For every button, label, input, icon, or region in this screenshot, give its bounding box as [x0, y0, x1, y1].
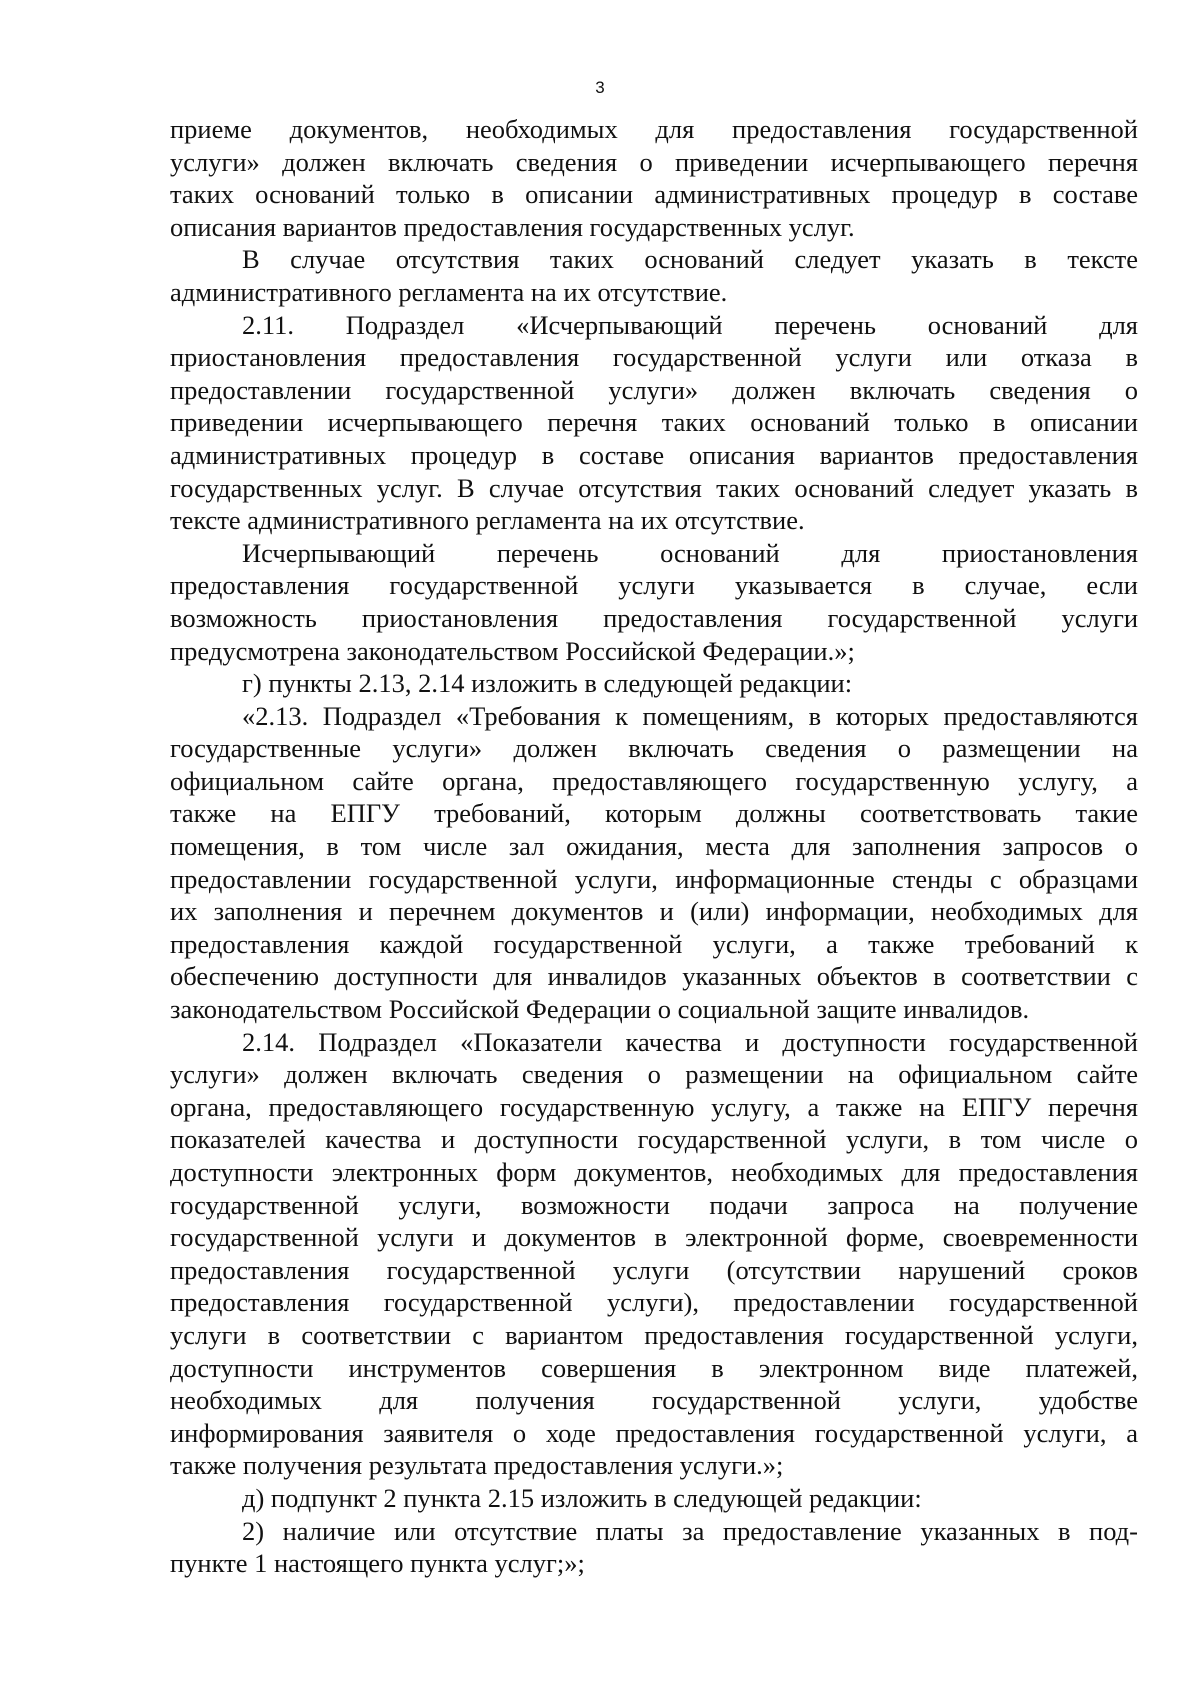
text-line: помещения, в том числе зал ожидания, места для заполнения запросов о	[170, 831, 1138, 862]
text-line: также получения результата предоставления услуги.»;	[170, 1450, 784, 1481]
paragraph-p7	[170, 1026, 1138, 1482]
paragraph-p5	[170, 667, 1138, 700]
text-line: услуги» должен включать сведения о размещении на официальном сайте	[170, 1059, 1138, 1090]
text-line: административного регламента на их отсутствие.	[170, 276, 728, 307]
text-line: 2.14. Подраздел «Показатели качества и доступности государственной	[242, 1026, 1138, 1057]
paragraph-p2	[170, 243, 1138, 308]
text-line: государственной услуги и документов в электронной форме, своевременности	[170, 1222, 1138, 1253]
text-line: государственные услуги» должен включать сведения о размещении на	[170, 733, 1138, 764]
paragraph-p8	[170, 1482, 1138, 1515]
text-line: 2.11. Подраздел «Исчерпывающий перечень оснований для	[242, 309, 1138, 340]
text-line: предоставления государственной услуги (отсутствии нарушений сроков	[170, 1254, 1138, 1285]
paragraph-p4	[170, 537, 1138, 667]
text-line: предоставления каждой государственной услуги, а также требований к	[170, 928, 1138, 959]
text-line: тексте административного регламента на их отсутствие.	[170, 505, 805, 536]
text-line: органа, предоставляющего государственную услугу, а также на ЕПГУ перечня	[170, 1091, 1138, 1122]
text-line: показателей качества и доступности государственной услуги, в том числе о	[170, 1124, 1138, 1155]
text-line: В случае отсутствия таких оснований следует указать в тексте	[242, 244, 1138, 275]
paragraph-p1	[170, 113, 1138, 243]
text-line: услуги» должен включать сведения о приведении исчерпывающего перечня	[170, 146, 1138, 177]
text-line: таких оснований только в описании административных процедур в составе	[170, 179, 1138, 210]
text-line: предоставлении государственной услуги» должен включать сведения о	[170, 374, 1138, 405]
paragraph-p6	[170, 700, 1138, 1026]
text-line: предоставлении государственной услуги, информационные стенды с образцами	[170, 863, 1138, 894]
text-line: услуги в соответствии с вариантом предоставления государственной услуги,	[170, 1319, 1138, 1350]
text-line: официальном сайте органа, предоставляющего государственную услугу, а	[170, 765, 1138, 796]
text-line: государственных услуг. В случае отсутствия таких оснований следует указать в	[170, 472, 1138, 503]
text-line: государственной услуги, возможности подачи запроса на получение	[170, 1189, 1138, 1220]
text-line: предусмотрена законодательством Российской Федерации.»;	[170, 635, 855, 666]
text-line: их заполнения и перечнем документов и (или) информации, необходимых для	[170, 896, 1138, 927]
text-line: описания вариантов предоставления государственных услуг.	[170, 211, 855, 242]
paragraph-p9	[170, 1515, 1138, 1580]
text-line: административных процедур в составе описания вариантов предоставления	[170, 439, 1138, 470]
text-line: пункте 1 настоящего пункта услуг;»;	[170, 1548, 585, 1579]
text-line: необходимых для получения государственной услуги, удобстве	[170, 1385, 1138, 1416]
text-line: обеспечению доступности для инвалидов указанных объектов в соответствии с	[170, 961, 1138, 992]
text-line: приеме документов, необходимых для предоставления государственной	[170, 114, 1138, 144]
text-line: также на ЕПГУ требований, которым должны соответствовать такие	[170, 798, 1138, 829]
text-line: г) пункты 2.13, 2.14 изложить в следующей редакции:	[242, 668, 853, 699]
text-line: предоставления государственной услуги), предоставлении государственной	[170, 1287, 1138, 1318]
text-line: приведении исчерпывающего перечня таких оснований только в описании	[170, 407, 1138, 438]
text-line: возможность приостановления предоставления государственной услуги	[170, 602, 1138, 633]
page-number: 3	[595, 78, 605, 97]
text-line: Исчерпывающий перечень оснований для приостановления	[242, 537, 1138, 568]
text-line: приостановления предоставления государственной услуги или отказа в	[170, 342, 1138, 373]
text-line: доступности электронных форм документов, необходимых для предоставления	[170, 1157, 1138, 1187]
text-line: доступности инструментов совершения в электронном виде платежей,	[170, 1352, 1138, 1383]
text-line: законодательством Российской Федерации о социальной защите инвалидов.	[170, 994, 1030, 1025]
text-line: предоставления государственной услуги указывается в случае, если	[170, 570, 1138, 601]
text-line: «2.13. Подраздел «Требования к помещениям, в которых предоставляются	[242, 700, 1138, 731]
text-line: информирования заявителя о ходе предоставления государственной услуги, а	[170, 1417, 1138, 1448]
text-line: д) подпункт 2 пункта 2.15 изложить в следующей редакции:	[242, 1482, 922, 1513]
document-body	[170, 113, 1138, 1580]
paragraph-p3	[170, 309, 1138, 537]
text-line: 2) наличие или отсутствие платы за предоставление указанных в под-	[242, 1515, 1138, 1546]
